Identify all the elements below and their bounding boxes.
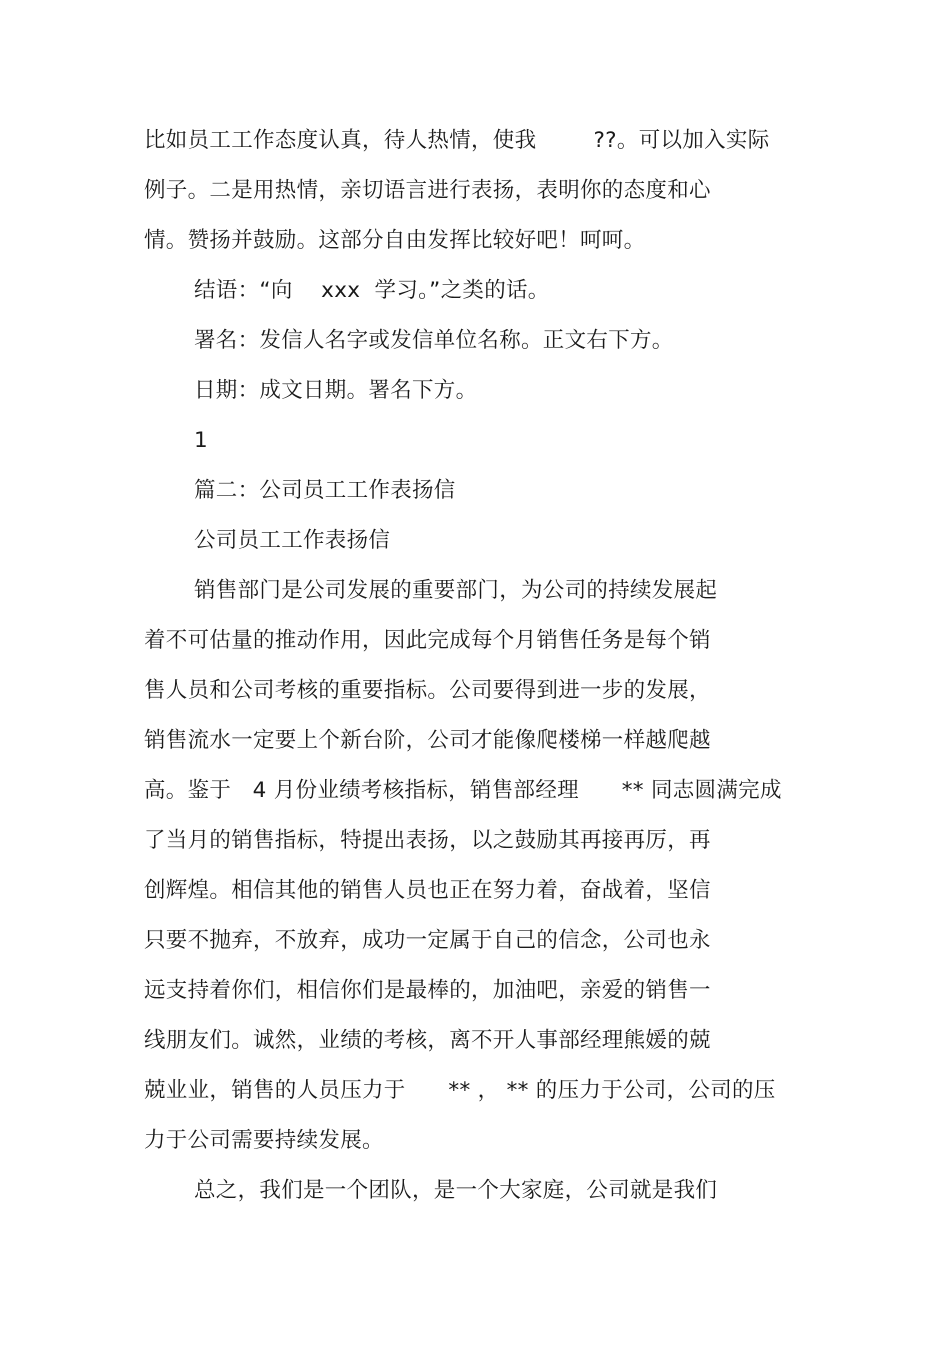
body-line: 远支持着你们，相信你们是最棒的，加油吧，亲爱的销售一	[144, 978, 711, 1003]
body-line: 销售部门是公司发展的重要部门，为公司的持续发展起	[194, 578, 718, 603]
body-line: 总之，我们是一个团队，是一个大家庭，公司就是我们	[194, 1178, 718, 1203]
body-line: 线朋友们。诚然，业绩的考核，离不开人事部经理熊媛的兢	[144, 1028, 711, 1053]
body-line: 比如员工工作态度认真，待人热情，使我 ??。可以加入实际	[144, 128, 770, 153]
body-line: 售人员和公司考核的重要指标。公司要得到进一步的发展，	[144, 678, 711, 703]
letter-title: 公司员工工作表扬信	[194, 528, 391, 553]
body-line: 只要不抛弃，不放弃，成功一定属于自己的信念，公司也永	[144, 928, 711, 953]
body-line: 创辉煌。相信其他的销售人员也正在努力着，奋战着，坚信	[144, 878, 711, 903]
body-line: 力于公司需要持续发展。	[144, 1128, 384, 1153]
page-number: 1	[194, 428, 208, 453]
signature-instruction-line: 署名：发信人名字或发信单位名称。正文右下方。	[194, 328, 674, 353]
body-line: 情。赞扬并鼓励。这部分自由发挥比较好吧！呵呵。	[144, 228, 646, 253]
closing-remark-line: 结语：“向 xxx 学习。”之类的话。	[194, 278, 550, 303]
body-line: 销售流水一定要上个新台阶，公司才能像爬楼梯一样越爬越	[144, 728, 711, 753]
body-line: 例子。二是用热情，亲切语言进行表扬，表明你的态度和心	[144, 178, 711, 203]
body-line: 着不可估量的推动作用，因此完成每个月销售任务是每个销	[144, 628, 711, 653]
date-instruction-line: 日期：成文日期。署名下方。	[194, 378, 478, 403]
body-line: 了当月的销售指标，特提出表扬，以之鼓励其再接再厉，再	[144, 828, 711, 853]
body-line: 兢业业，销售的人员压力于 ** ， ** 的压力于公司，公司的压	[144, 1078, 776, 1103]
body-line: 高。鉴于 4 月份业绩考核指标，销售部经理 ** 同志圆满完成	[144, 778, 782, 803]
section-heading: 篇二：公司员工工作表扬信	[194, 478, 456, 503]
